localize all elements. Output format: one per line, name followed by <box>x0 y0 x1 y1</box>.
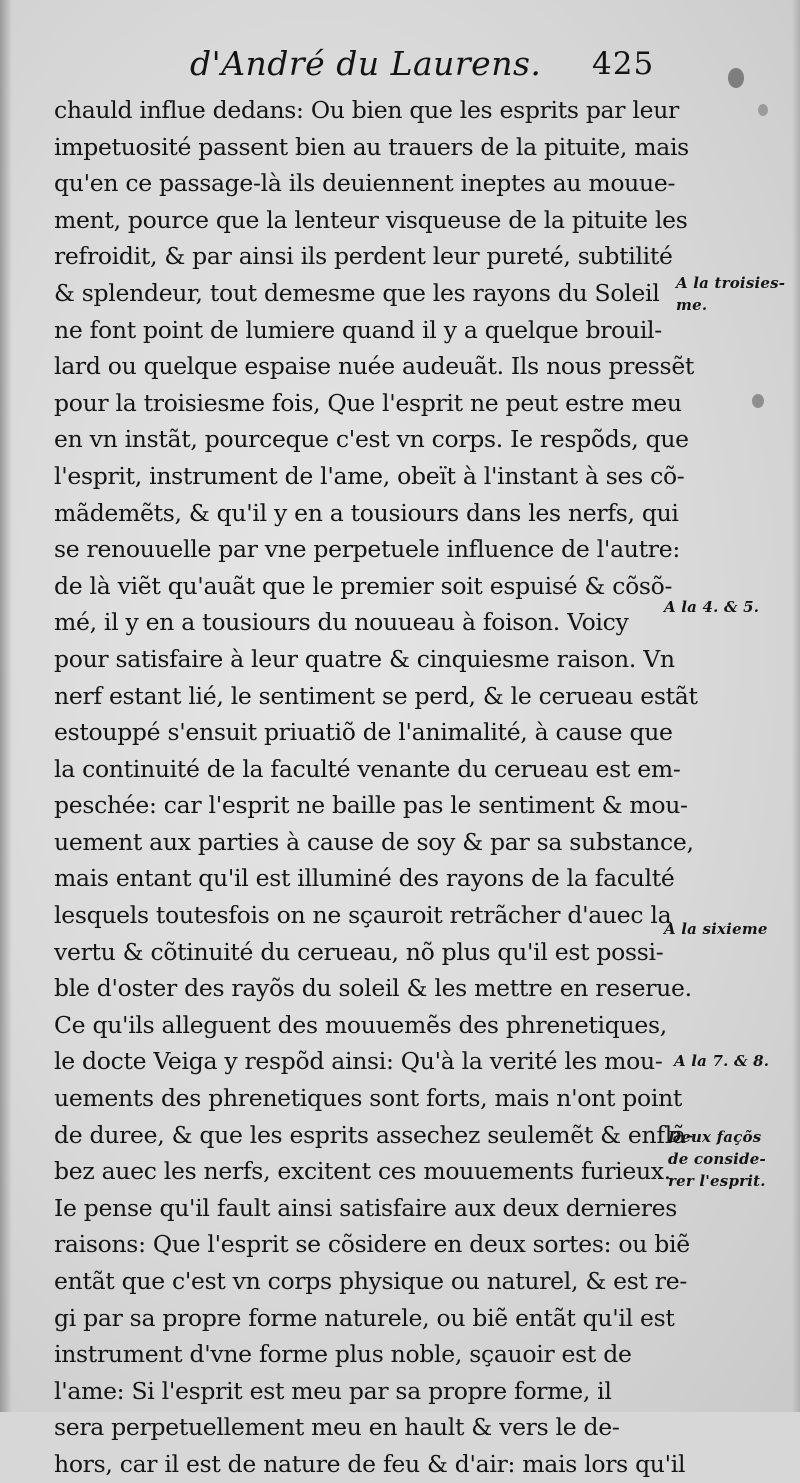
margin-note-line: rer l'esprit. <box>668 1172 766 1190</box>
margin-note-line: A la 4. & 5. <box>664 598 760 616</box>
text-line: de duree, & que les esprits assechez seulemẽt & enflã- <box>54 1120 694 1149</box>
text-line: la continuité de la faculté venante du cerueau est em- <box>54 754 681 783</box>
text-line: ble d'oster des rayõs du soleil & les mettre en reserue. <box>54 974 692 1003</box>
text-line: peschée: car l'esprit ne baille pas le sentiment & mou- <box>54 791 688 820</box>
text-line: pour la troisiesme fois, Que l'esprit ne peut estre meu <box>54 388 682 417</box>
ink-spot <box>728 68 744 88</box>
margin-note-line: A la sixieme <box>664 920 768 938</box>
text-line: gi par sa propre forme naturele, ou biẽ entãt qu'il est <box>54 1303 675 1332</box>
text-line: l'ame: Si l'esprit est meu par sa propre forme, il <box>54 1376 612 1405</box>
text-line: & splendeur, tout demesme que les rayons du Soleil <box>54 278 660 307</box>
text-line: lard ou quelque espaise nuée audeuãt. Ils nous pressẽt <box>54 352 695 381</box>
text-line: lesquels toutesfois on ne sçauroit retrãcher d'auec la <box>54 901 672 930</box>
margin-note-line: me. <box>676 296 708 314</box>
text-line: Ie pense qu'il fault ainsi satisfaire aux deux dernieres <box>54 1193 678 1222</box>
ink-spot <box>758 104 768 116</box>
text-line: estouppé s'ensuit priuatiõ de l'animalité, à cause que <box>54 718 673 747</box>
margin-note-third <box>676 272 785 316</box>
text-line: le docte Veiga y respõd ainsi: Qu'à la verité les mou- <box>54 1047 663 1076</box>
text-line: ne font point de lumiere quand il y a quelque brouil- <box>54 315 662 344</box>
text-line: pour satisfaire à leur quatre & cinquiesme raison. Vn <box>54 644 675 673</box>
text-line: qu'en ce passage-là ils deuiennent ineptes au mouue- <box>54 169 676 198</box>
text-line: Ce qu'ils alleguent des mouuemẽs des phrenetiques, <box>54 1010 667 1039</box>
margin-note-line: A la troisies- <box>676 274 786 292</box>
text-line: bez auec les nerfs, excitent ces mouuements furieux. <box>54 1157 671 1186</box>
text-line: instrument d'vne forme plus noble, sçauoir est de <box>54 1340 632 1369</box>
text-line: en vn instãt, pourceque c'est vn corps. Ie respõds, que <box>54 425 689 454</box>
text-line: mais entant qu'il est illuminé des rayons de la faculté <box>54 864 675 893</box>
page-number: 425 <box>592 46 655 82</box>
margin-note-line: de conside- <box>668 1150 766 1168</box>
margin-note-fourth-fifth <box>664 598 759 616</box>
margin-note-line: Deux façõs <box>668 1128 762 1146</box>
ink-spot <box>752 394 764 408</box>
text-line: nerf estant lié, le sentiment se perd, & le cerueau estãt <box>54 681 698 710</box>
text-line: hors, car il est de nature de feu & d'air: mais lors qu'il <box>54 1449 686 1478</box>
text-line: mãdemẽts, & qu'il y en a tousiours dans les nerfs, qui <box>54 498 679 527</box>
text-line: uement aux parties à cause de soy & par sa substance, <box>54 827 694 856</box>
page-right-shadow <box>792 0 800 1412</box>
text-line: refroidit, & par ainsi ils perdent leur pureté, subtilité <box>54 242 673 271</box>
text-line: ment, pource que la lenteur visqueuse de la pituite les <box>54 205 688 234</box>
margin-note-sixth <box>664 920 768 938</box>
text-line: entãt que c'est vn corps physique ou naturel, & est re- <box>54 1267 687 1295</box>
text-line: uements des phrenetiques sont forts, mais n'ont point <box>54 1084 683 1113</box>
margin-note-two-ways <box>668 1126 766 1192</box>
text-line: impetuosité passent bien au trauers de la pituite, mais <box>54 132 689 161</box>
text-line: sera perpetuellement meu en hault & vers le de- <box>54 1413 620 1442</box>
body-text <box>54 92 698 1483</box>
text-line: chauld influe dedans: Ou bien que les esprits par leur <box>54 96 679 124</box>
text-line: mé, il y en a tousiours du nouueau à foison. Voicy <box>54 608 629 637</box>
margin-note-line: A la 7. & 8. <box>674 1052 770 1070</box>
page-left-shadow <box>0 0 12 1412</box>
text-line: l'esprit, instrument de l'ame, obeït à l'instant à ses cõ- <box>54 461 685 490</box>
text-line: vertu & cõtinuité du cerueau, nõ plus qu'il est possi- <box>54 937 664 966</box>
margin-note-seventh-eighth <box>674 1052 769 1070</box>
text-line: raisons: Que l'esprit se cõsidere en deux sortes: ou biẽ <box>54 1230 690 1259</box>
running-head: d'André du Laurens. <box>190 44 542 83</box>
text-line: de là viẽt qu'auãt que le premier soit espuisé & cõsõ- <box>54 571 673 600</box>
text-line: se renouuelle par vne perpetuele influence de l'autre: <box>54 535 680 564</box>
